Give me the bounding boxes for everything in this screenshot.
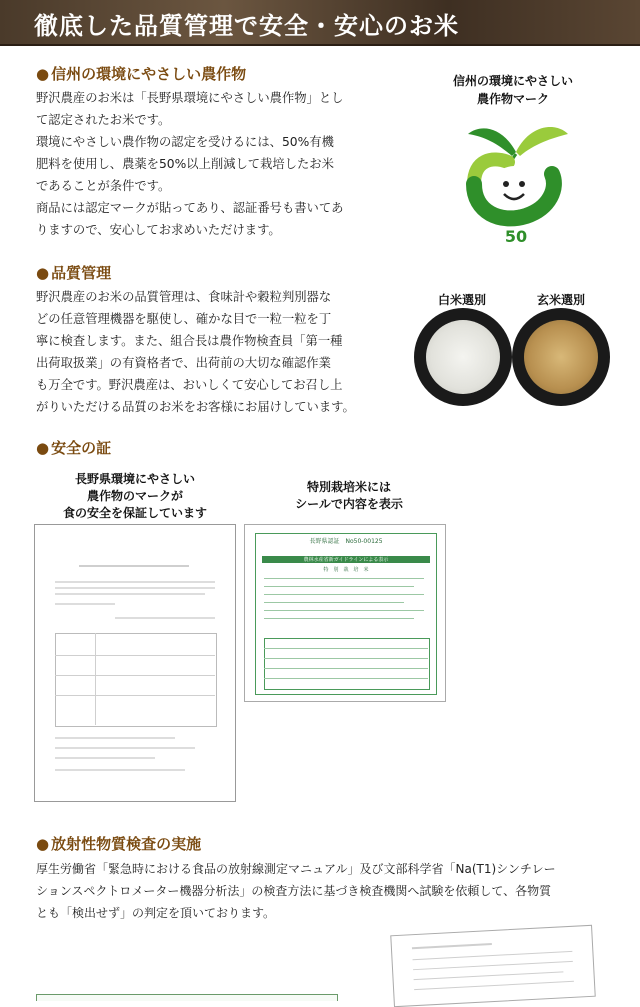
- text-line: 寧に検査します。また、組合長は農作物検査員「第一種: [36, 334, 343, 348]
- brown-rice-label: 玄米選別: [536, 293, 585, 307]
- white-rice-photo: [414, 308, 512, 406]
- page-banner: [0, 0, 640, 46]
- seal-subtitle: 農林水産省新ガイドラインによる表示: [262, 556, 430, 563]
- text-line: 環境にやさしい農作物の認定を受けるには、50%有機: [36, 135, 334, 149]
- section-title-env: ● 信州の環境にやさしい農作物: [36, 65, 247, 83]
- section-body-radiation: [36, 858, 616, 924]
- seal-title: 特 別 栽 培 米: [323, 567, 369, 573]
- seal-header: 長野県認証 No50-00125: [309, 538, 383, 545]
- text-line: 野沢農産のお米の品質管理は、食味計や穀粒判別器な: [36, 290, 332, 304]
- mark-number: 50: [504, 227, 528, 246]
- text-line: りますので、安心してお求めいただけます。: [36, 223, 281, 237]
- seal-caption: 特別栽培米には シールで内容を表示: [295, 480, 403, 511]
- brown-rice-photo: [512, 308, 610, 406]
- section-title-radiation: ● 放射性物質検査の実施: [36, 835, 202, 853]
- text-line: 厚生労働省「緊急時における食品の放射線測定マニュアル」及び文部科学省「Na(T1)シンチレー: [36, 862, 556, 876]
- banner-title: 徹底した品質管理で安全・安心のお米: [34, 12, 459, 40]
- bullet-icon: ●: [36, 835, 50, 853]
- white-rice-label: 白米選別: [437, 293, 486, 307]
- text-line: 出荷取扱業」の有資格者で、出荷前の大切な確認作業: [36, 356, 331, 370]
- section-title-safety: ● 安全の証: [36, 439, 112, 457]
- text-line: であることが条件です。: [36, 179, 171, 193]
- section-body-quality: [36, 286, 386, 418]
- certificate-caption: 長野県環境にやさしい 農作物のマークが 食の安全を保証しています: [62, 472, 207, 520]
- seal-label-image: [244, 524, 446, 702]
- bullet-icon: ●: [36, 65, 50, 83]
- bullet-icon: ●: [36, 439, 50, 457]
- section-body-env: [36, 87, 386, 241]
- test-report-image: [390, 925, 595, 1007]
- certificate-document-image: [34, 524, 236, 802]
- text-line: て認定されたお米です。: [36, 113, 171, 127]
- bullet-icon: ●: [36, 264, 50, 282]
- text-line: ションスペクトロメーター機器分析法」の検査方法に基づき検査機関へ試験を依頼して、各物質: [36, 884, 552, 898]
- section-title-quality: ● 品質管理: [36, 264, 112, 282]
- text-line: 肥料を使用し、農薬を50%以上削減して栽培したお米: [36, 157, 334, 171]
- text-line: どの任意管理機器を駆使し、確かな目で一粒一粒を丁: [36, 312, 332, 326]
- text-line: とも「検出せず」の判定を頂いております。: [36, 906, 276, 920]
- text-line: 野沢農産のお米は「長野県環境にやさしい農作物」とし: [36, 91, 344, 105]
- text-line: がりいただける品質のお米をお客様にお届けしています。: [36, 400, 355, 414]
- text-line: も万全です。野沢農産は、おいしくて安心してお召し上: [36, 378, 343, 392]
- text-line: 商品には認定マークが貼ってあり、認証番号も書いてあ: [36, 201, 344, 215]
- mark-caption: 信州の環境にやさしい 農作物マーク: [452, 74, 573, 106]
